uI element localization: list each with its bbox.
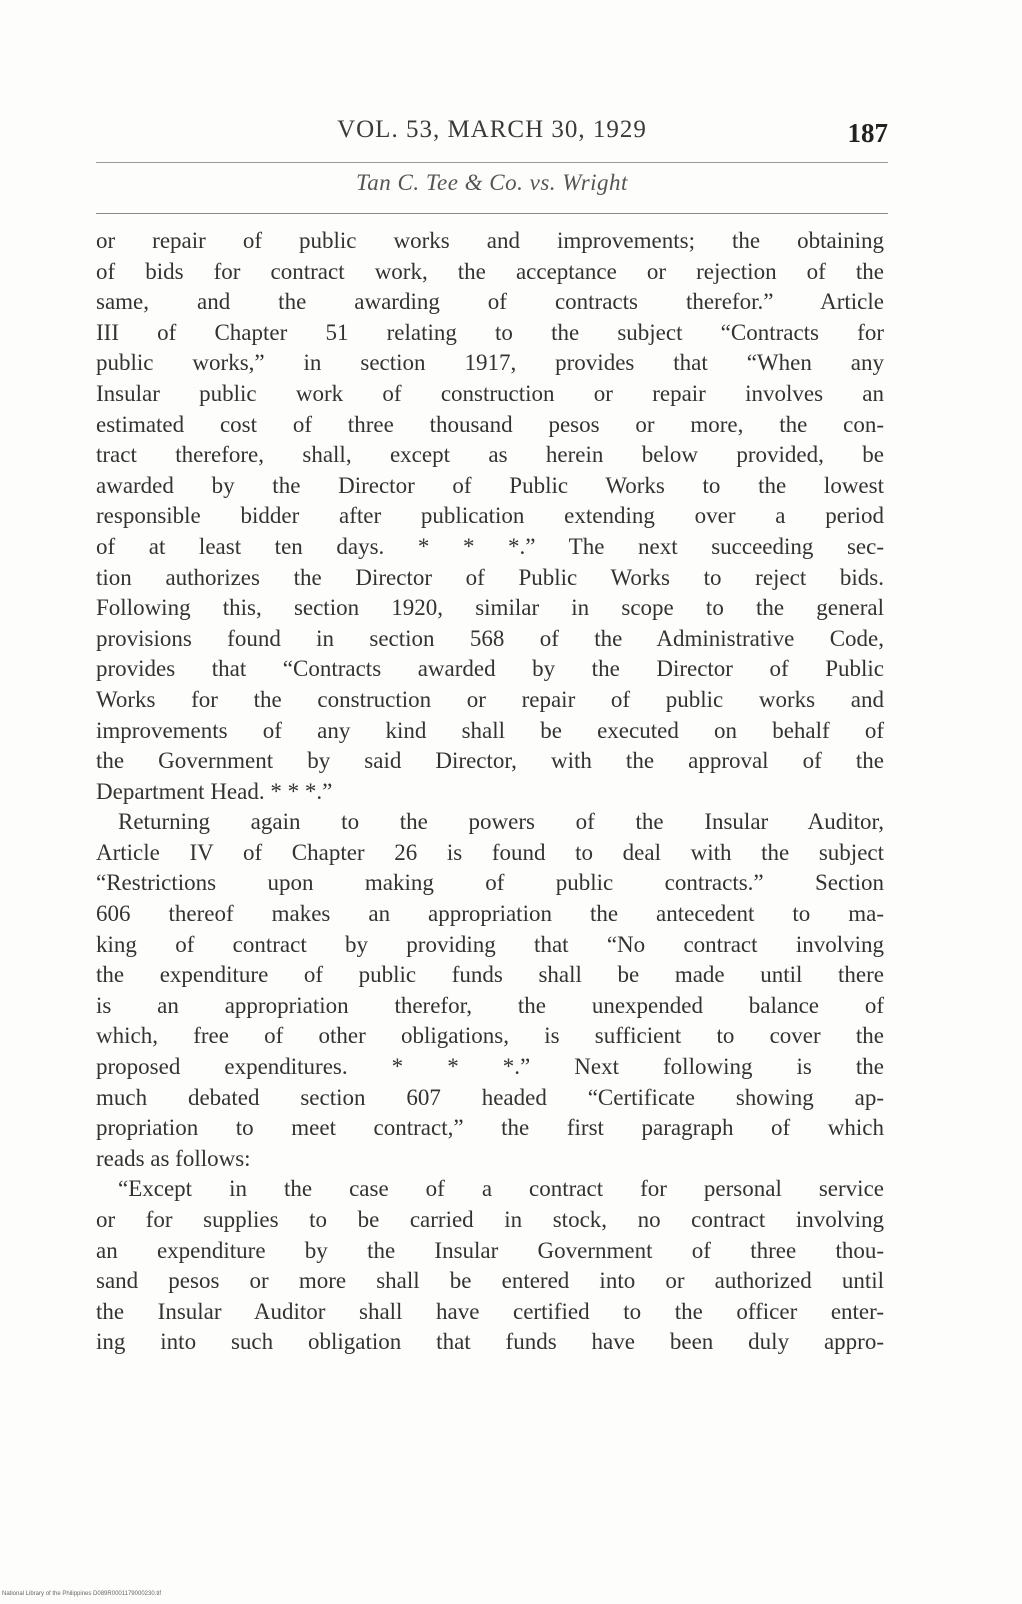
- case-title: Tan C. Tee & Co. vs. Wright: [356, 170, 628, 195]
- paragraph-start-line: Returning again to the powers of the Insular Auditor,: [118, 809, 884, 835]
- text-line: proposed expenditures. * * *.” Next following is the: [96, 1054, 884, 1080]
- text-line: which, free of other obligations, is sufficient to cover the: [96, 1023, 884, 1049]
- text-line: king of contract by providing that “No contract involving: [96, 931, 884, 957]
- text-line: Insular public work of construction or repair involves an: [96, 380, 884, 406]
- text-line: reads as follows:: [96, 1145, 251, 1171]
- running-head: [96, 108, 888, 156]
- text-line: III of Chapter 51 relating to the subject “Contracts for: [96, 319, 884, 345]
- text-line: public works,” in section 1917, provides that “When any: [96, 350, 884, 376]
- text-line: ing into such obligation that funds have been duly appro-: [96, 1329, 884, 1355]
- text-line: Works for the construction or repair of public works and: [96, 686, 884, 712]
- header-rule-top: [96, 162, 888, 163]
- text-line: Following this, section 1920, similar in scope to the general: [96, 595, 884, 621]
- quote-start-line: “Except in the case of a contract for personal service: [118, 1176, 884, 1202]
- body-text: [96, 226, 884, 1358]
- text-line: sand pesos or more shall be entered into or authorized until: [96, 1268, 884, 1294]
- volume-date-line: VOL. 53, MARCH 30, 1929: [337, 116, 647, 143]
- text-line: awarded by the Director of Public Works to the lowest: [96, 472, 884, 498]
- text-line: the expenditure of public funds shall be made until there: [96, 962, 884, 988]
- text-line: Department Head. * * *.”: [96, 778, 333, 804]
- text-line: “Restrictions upon making of public contracts.” Section: [96, 870, 884, 896]
- text-line: provides that “Contracts awarded by the Director of Public: [96, 656, 884, 682]
- text-line: estimated cost of three thousand pesos or more, the con-: [96, 411, 884, 437]
- text-line: responsible bidder after publication extending over a period: [96, 503, 884, 529]
- text-line: Article IV of Chapter 26 is found to deal with the subject: [96, 839, 884, 865]
- text-line: tract therefore, shall, except as herein below provided, be: [96, 442, 884, 468]
- text-line: is an appropriation therefor, the unexpended balance of: [96, 992, 884, 1018]
- text-line: propriation to meet contract,” the first paragraph of which: [96, 1115, 884, 1141]
- text-line: an expenditure by the Insular Government of three thou-: [96, 1237, 884, 1263]
- text-line: provisions found in section 568 of the Administrative Code,: [96, 625, 884, 651]
- text-line: the Insular Auditor shall have certified to the officer enter-: [96, 1298, 884, 1324]
- page-number: 187: [847, 118, 888, 148]
- text-line: of at least ten days. * * *.” The next succeeding sec-: [96, 533, 884, 559]
- text-line: improvements of any kind shall be executed on behalf of: [96, 717, 884, 743]
- text-line: much debated section 607 headed “Certificate showing ap-: [96, 1084, 884, 1110]
- text-line: of bids for contract work, the acceptance or rejection of the: [96, 258, 884, 284]
- text-line: the Government by said Director, with the approval of the: [96, 748, 884, 774]
- text-line: tion authorizes the Director of Public Works to reject bids.: [96, 564, 884, 590]
- header-rule-bottom: [96, 213, 888, 214]
- text-line: or repair of public works and improvements; the obtaining: [96, 228, 884, 253]
- scan-source-footer: National Library of the Philippines D089R0001179000230.tif: [2, 1591, 161, 1597]
- text-line: same, and the awarding of contracts therefor.” Article: [96, 289, 884, 315]
- text-line: 606 thereof makes an appropriation the antecedent to ma-: [96, 901, 884, 927]
- text-line: or for supplies to be carried in stock, no contract involving: [96, 1207, 884, 1232]
